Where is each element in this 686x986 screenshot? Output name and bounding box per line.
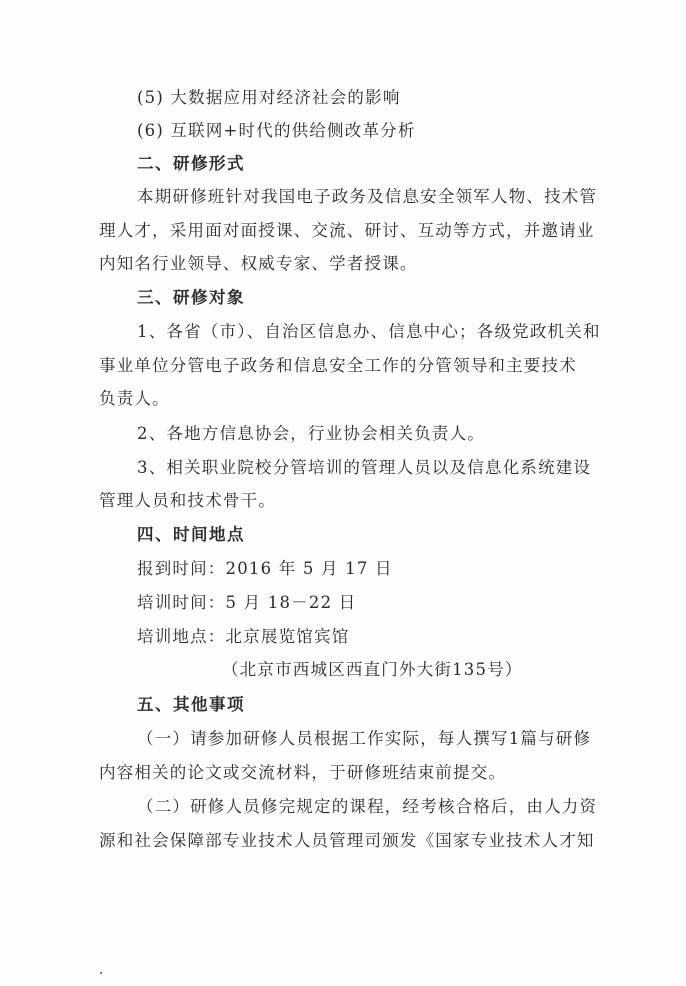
paragraph-line: 负责人。: [99, 389, 170, 408]
paragraph-line: 内知名行业领导、权威专家、学者授课。: [99, 254, 418, 273]
paragraph-line: 3、相关职业院校分管培训的管理人员以及信息化系统建设: [137, 458, 592, 477]
scan-speck: [100, 972, 102, 974]
paragraph-line: 管理人员和技术骨干。: [99, 491, 276, 510]
paragraph-line: 理人才，采用面对面授课、交流、研讨、互动等方式，并邀请业: [99, 221, 595, 240]
paragraph-line: 本期研修班针对我国电子政务及信息安全领军人物、技术管: [137, 187, 598, 206]
section-heading-other: 五、其他事项: [137, 695, 245, 714]
section-heading-format: 二、研修形式: [137, 154, 245, 173]
training-time: 培训时间：5 月 18－22 日: [137, 593, 357, 612]
paragraph-line: 内容相关的论文或交流材料，于研修班结束前提交。: [99, 763, 507, 782]
section-heading-time-place: 四、时间地点: [137, 525, 245, 544]
list-item-6: (6) 互联网+时代的供给侧改革分析: [137, 121, 416, 140]
training-address: （北京市西城区西直门外大街135号）: [222, 660, 523, 679]
paragraph-line: 1、各省（市）、自治区信息办、信息中心；各级党政机关和: [137, 322, 601, 341]
paragraph-line: （二）研修人员修完规定的课程，经考核合格后，由人力资: [137, 797, 598, 816]
paragraph-line: 2、各地方信息协会，行业协会相关负责人。: [137, 424, 485, 443]
paragraph-line: （一）请参加研修人员根据工作实际，每人撰写1篇与研修: [137, 729, 592, 748]
training-location: 培训地点：北京展览馆宾馆: [137, 627, 350, 646]
section-heading-participants: 三、研修对象: [137, 288, 245, 307]
registration-time: 报到时间：2016 年 5 月 17 日: [137, 559, 393, 578]
paragraph-line: 事业单位分管电子政务和信息安全工作的分管领导和主要技术: [99, 356, 577, 375]
list-item-5: (5) 大数据应用对经济社会的影响: [137, 88, 401, 107]
paragraph-line: 源和社会保障部专业技术人员管理司颁发《国家专业技术人才知: [99, 831, 595, 850]
